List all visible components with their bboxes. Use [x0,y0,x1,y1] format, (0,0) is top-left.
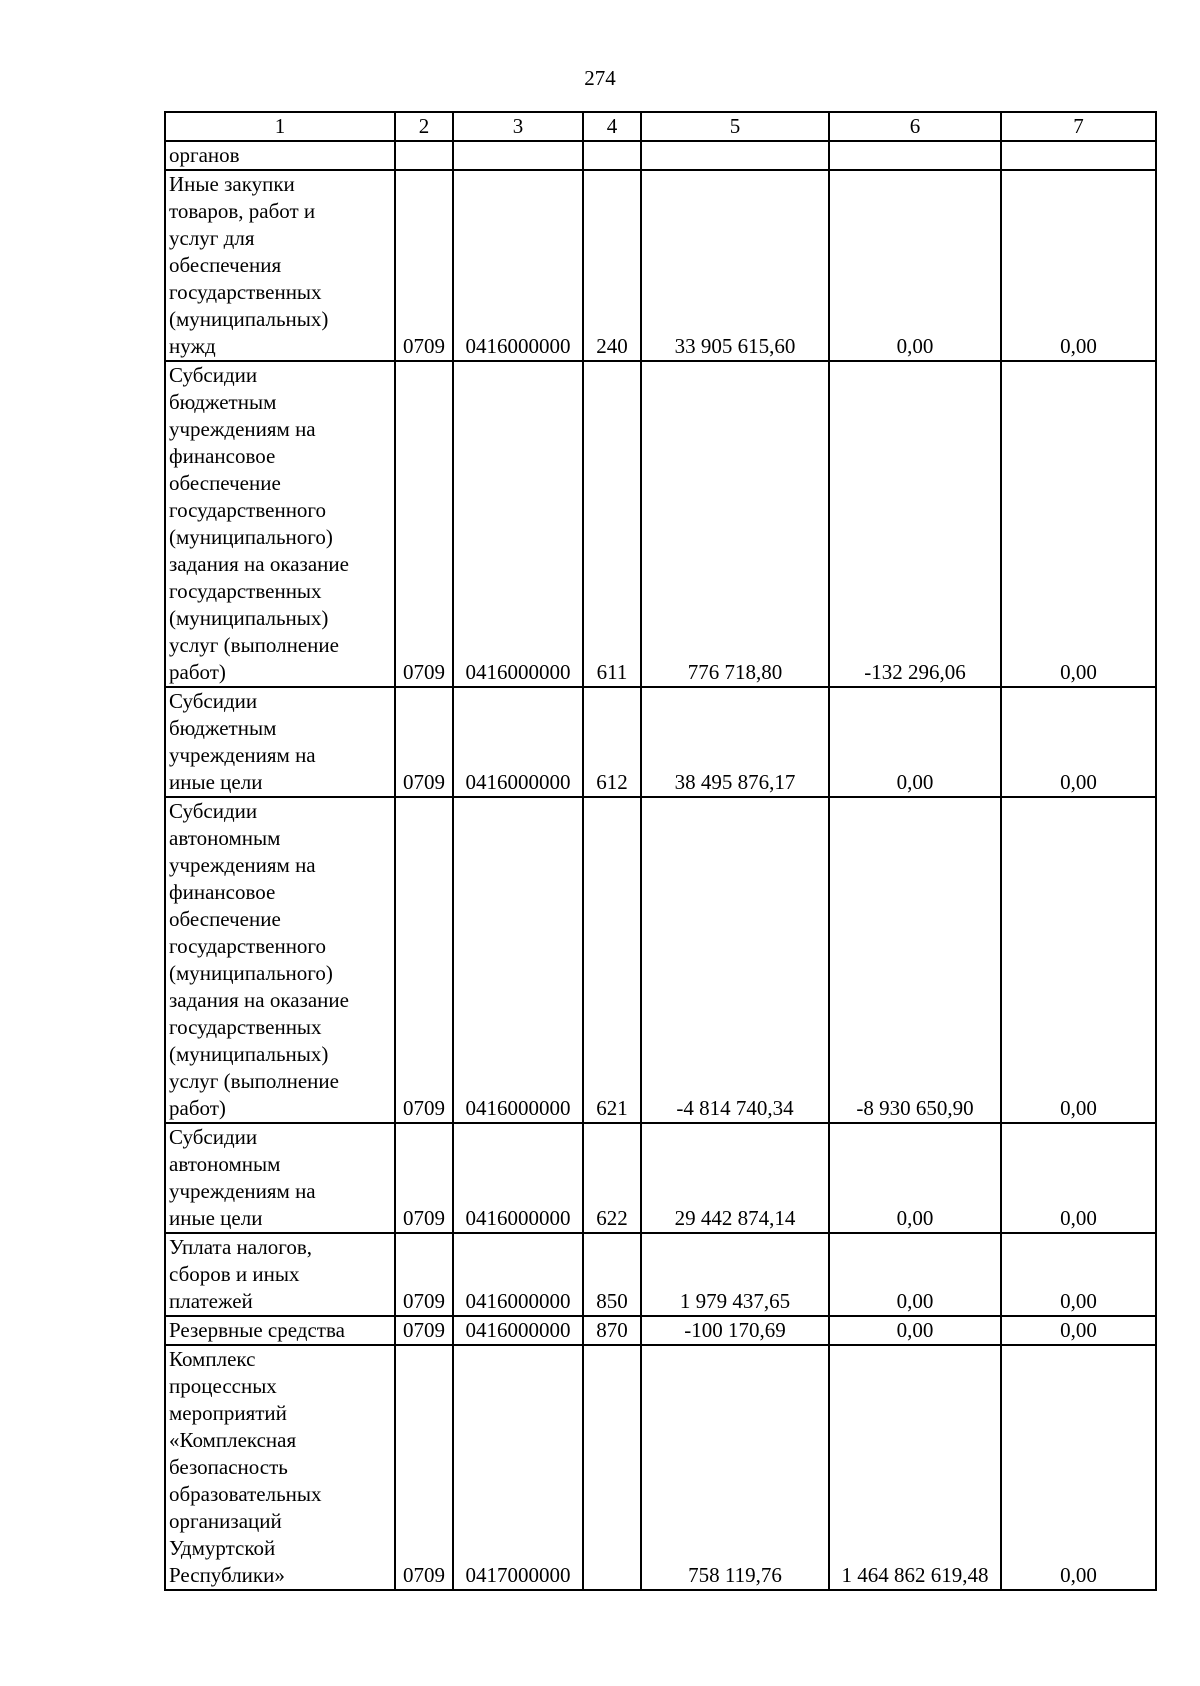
target-article-cell: 0416000000 [453,1233,583,1316]
section-code-cell: 0709 [395,170,453,361]
row-name-cell: органов [165,141,395,170]
amount-col-5-cell [641,141,829,170]
header-col-2: 2 [395,112,453,141]
amount-col-6-cell: 0,00 [829,170,1001,361]
table-row [165,170,1156,361]
section-code-cell: 0709 [395,1123,453,1233]
row-name-cell: Субсидии автономным учреждениям на финансовое обеспечение государственного (муниципального) задания на оказание государственных (муниципальных) услуг (выполнение работ) [165,797,395,1123]
table-row [165,687,1156,797]
section-code-cell: 0709 [395,1316,453,1345]
section-code-cell: 0709 [395,361,453,687]
row-name-cell: Субсидии бюджетным учреждениям на финансовое обеспечение государственного (муниципального) задания на оказание государственных (муниципальных) услуг (выполнение работ) [165,361,395,687]
table-header-row [165,112,1156,141]
table-row [165,1233,1156,1316]
header-col-6: 6 [829,112,1001,141]
table-row [165,1316,1156,1345]
expense-type-cell [583,141,641,170]
table-row [165,797,1156,1123]
budget-table [164,111,1157,1591]
header-col-4: 4 [583,112,641,141]
target-article-cell: 0416000000 [453,361,583,687]
amount-col-5-cell: -100 170,69 [641,1316,829,1345]
target-article-cell: 0417000000 [453,1345,583,1590]
amount-col-5-cell: 33 905 615,60 [641,170,829,361]
amount-col-7-cell: 0,00 [1001,797,1156,1123]
header-col-1: 1 [165,112,395,141]
amount-col-7-cell: 0,00 [1001,361,1156,687]
amount-col-6-cell: 0,00 [829,1123,1001,1233]
amount-col-5-cell: -4 814 740,34 [641,797,829,1123]
table-row [165,1123,1156,1233]
target-article-cell: 0416000000 [453,687,583,797]
target-article-cell: 0416000000 [453,1123,583,1233]
expense-type-cell: 612 [583,687,641,797]
amount-col-6-cell: -8 930 650,90 [829,797,1001,1123]
row-name-cell: Иные закупки товаров, работ и услуг для обеспечения государственных (муниципальных) нужд [165,170,395,361]
expense-type-cell: 240 [583,170,641,361]
amount-col-6-cell: 0,00 [829,1316,1001,1345]
amount-col-6-cell: 0,00 [829,687,1001,797]
amount-col-7-cell [1001,141,1156,170]
expense-type-cell: 850 [583,1233,641,1316]
amount-col-5-cell: 776 718,80 [641,361,829,687]
page-number: 274 [584,66,616,90]
target-article-cell: 0416000000 [453,1316,583,1345]
target-article-cell: 0416000000 [453,797,583,1123]
expense-type-cell: 622 [583,1123,641,1233]
target-article-cell: 0416000000 [453,170,583,361]
row-name-cell: Резервные средства [165,1316,395,1345]
expense-type-cell: 870 [583,1316,641,1345]
amount-col-7-cell: 0,00 [1001,1233,1156,1316]
amount-col-6-cell: 0,00 [829,1233,1001,1316]
expense-type-cell [583,1345,641,1590]
amount-col-6-cell: -132 296,06 [829,361,1001,687]
header-col-3: 3 [453,112,583,141]
section-code-cell: 0709 [395,1345,453,1590]
header-col-7: 7 [1001,112,1156,141]
amount-col-5-cell: 1 979 437,65 [641,1233,829,1316]
target-article-cell [453,141,583,170]
table-row [165,1345,1156,1590]
section-code-cell: 0709 [395,1233,453,1316]
row-name-cell: Субсидии бюджетным учреждениям на иные цели [165,687,395,797]
amount-col-7-cell: 0,00 [1001,1345,1156,1590]
amount-col-7-cell: 0,00 [1001,1123,1156,1233]
amount-col-7-cell: 0,00 [1001,687,1156,797]
row-name-cell: Субсидии автономным учреждениям на иные цели [165,1123,395,1233]
amount-col-6-cell [829,141,1001,170]
amount-col-5-cell: 38 495 876,17 [641,687,829,797]
amount-col-7-cell: 0,00 [1001,170,1156,361]
section-code-cell: 0709 [395,797,453,1123]
expense-type-cell: 611 [583,361,641,687]
row-name-cell: Уплата налогов, сборов и иных платежей [165,1233,395,1316]
amount-col-7-cell: 0,00 [1001,1316,1156,1345]
table-row [165,361,1156,687]
section-code-cell: 0709 [395,687,453,797]
amount-col-5-cell: 29 442 874,14 [641,1123,829,1233]
amount-col-5-cell: 758 119,76 [641,1345,829,1590]
table-row [165,141,1156,170]
section-code-cell [395,141,453,170]
row-name-cell: Комплекс процессных мероприятий «Комплексная безопасность образовательных организаций Удмуртской Республики» [165,1345,395,1590]
expense-type-cell: 621 [583,797,641,1123]
amount-col-6-cell: 1 464 862 619,48 [829,1345,1001,1590]
header-col-5: 5 [641,112,829,141]
